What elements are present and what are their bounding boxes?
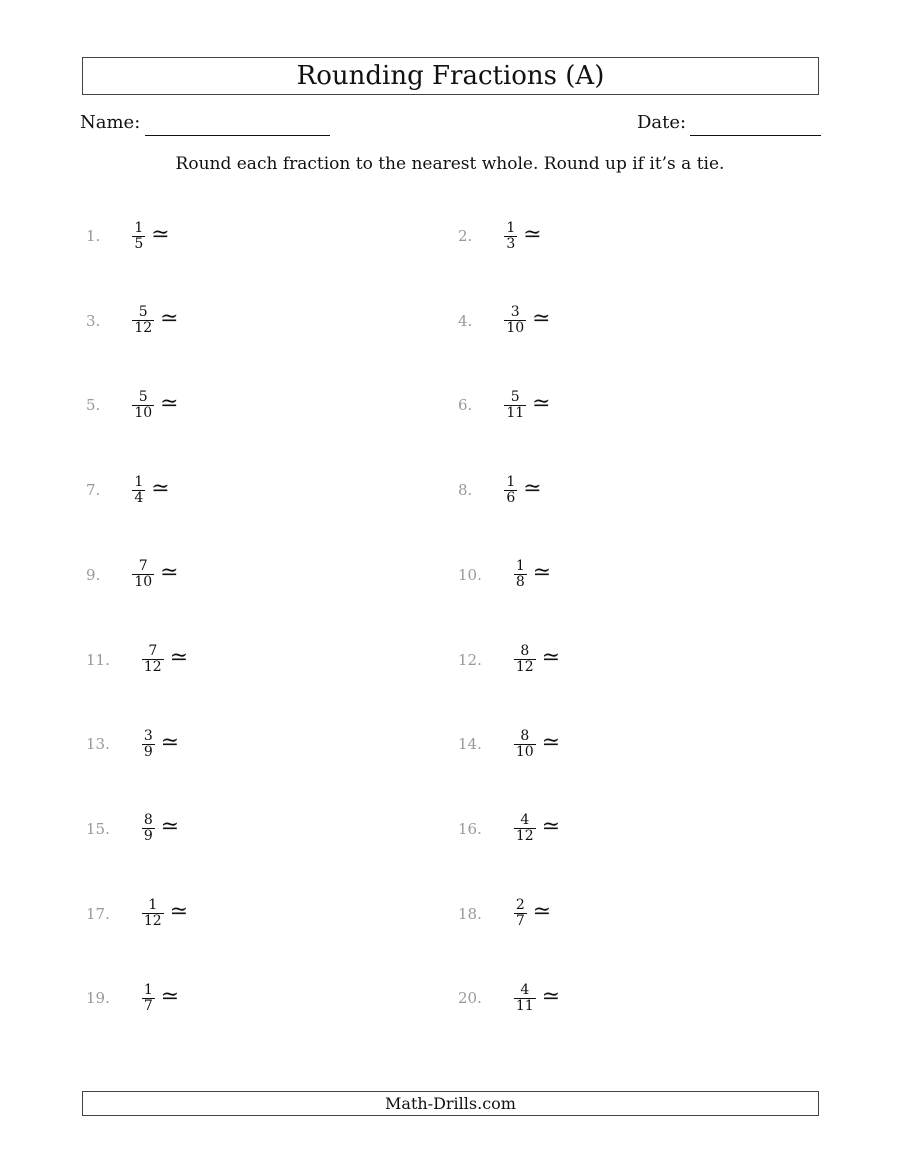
problem-number: 10. [458,565,482,584]
numerator: 7 [148,643,158,659]
numerator: 1 [134,473,144,490]
fraction [132,559,154,590]
fraction [132,221,145,252]
numerator: 3 [510,304,520,321]
name-label: Name: [80,112,141,133]
denominator: 10 [134,404,153,421]
name-blank-line [145,135,330,136]
approx-equal-symbol: ≃ [541,814,561,840]
approx-equal-symbol: ≃ [532,899,552,925]
problem-number: 7. [86,481,101,500]
problem-item [458,301,551,341]
denominator: 4 [134,489,144,506]
problem-item [458,978,560,1018]
problem-item [86,555,179,595]
problem-number: 13. [86,735,110,754]
approx-equal-symbol: ≃ [160,814,180,840]
approx-equal-symbol: ≃ [532,560,552,586]
numerator: 1 [506,473,516,490]
problem-item [458,555,551,595]
problem-number: 18. [458,904,482,923]
problem-item [86,470,170,510]
approx-equal-symbol: ≃ [160,390,179,416]
numerator: 8 [520,643,530,659]
approx-equal-symbol: ≃ [160,729,180,755]
denominator: 10 [506,320,525,337]
problem-number: 2. [458,227,473,245]
approx-equal-symbol: ≃ [160,560,179,586]
problem-item [458,809,560,849]
denominator: 12 [515,828,534,845]
denominator: 6 [506,489,516,506]
problem-item [86,809,179,849]
fraction [514,983,536,1014]
denominator: 9 [143,828,153,845]
problem-number: 16. [458,819,482,838]
denominator: 11 [515,997,534,1014]
problem-item [458,894,551,934]
denominator: 5 [134,235,144,252]
problem-item [86,385,179,425]
footer-site-name: Math-Drills.com [82,1091,819,1116]
approx-equal-symbol: ≃ [541,729,561,755]
problem-item [458,724,560,764]
denominator: 10 [134,574,153,591]
fraction [132,390,154,421]
approx-equal-symbol: ≃ [160,983,180,1009]
denominator: 11 [506,404,525,421]
problem-number: 15. [86,819,110,838]
problem-item [86,216,170,256]
approx-equal-symbol: ≃ [523,475,542,501]
fraction [514,898,527,929]
problem-number: 8. [458,481,473,500]
problem-number: 19. [86,989,110,1008]
denominator: 10 [515,743,534,760]
fraction [514,559,527,590]
fraction [514,729,536,760]
fraction [504,305,526,336]
approx-equal-symbol: ≃ [151,475,170,501]
problem-number: 17. [86,904,110,923]
numerator: 3 [143,727,153,744]
fraction [504,475,517,506]
problem-item [458,470,542,510]
numerator: 1 [143,981,153,998]
problem-number: 9. [86,565,101,584]
problem-item [86,301,179,341]
approx-equal-symbol: ≃ [169,899,189,925]
fraction [142,813,155,844]
fraction [514,813,536,844]
numerator: 4 [520,812,530,829]
numerator: 1 [506,219,516,236]
problem-item [86,724,179,764]
numerator: 1 [515,558,525,575]
fraction [132,475,145,506]
problem-item [86,978,179,1018]
numerator: 8 [520,727,530,744]
numerator: 2 [515,897,525,914]
approx-equal-symbol: ≃ [532,390,551,416]
numerator: 5 [138,388,148,405]
fraction [504,390,526,421]
approx-equal-symbol: ≃ [169,645,189,670]
problem-item [458,640,560,680]
problem-number: 3. [86,311,101,330]
problem-number: 6. [458,396,473,415]
approx-equal-symbol: ≃ [160,306,179,332]
worksheet-title: Rounding Fractions (A) [82,57,819,95]
numerator: 5 [510,388,520,405]
denominator: 12 [134,320,153,337]
problem-item [458,385,551,425]
fraction [142,983,155,1014]
problem-item [86,640,188,680]
fraction [504,221,517,252]
problem-number: 14. [458,735,482,754]
problem-number: 12. [458,650,482,669]
problem-number: 1. [86,227,101,245]
denominator: 12 [143,659,162,675]
problem-number: 20. [458,989,482,1008]
approx-equal-symbol: ≃ [151,221,170,247]
numerator: 5 [138,304,148,321]
problem-number: 11. [86,650,110,669]
date-blank-line [690,135,821,136]
approx-equal-symbol: ≃ [541,645,561,670]
denominator: 8 [515,574,525,591]
fraction [142,644,164,675]
denominator: 12 [143,913,162,930]
approx-equal-symbol: ≃ [541,983,561,1009]
denominator: 3 [506,235,516,252]
numerator: 1 [134,219,144,236]
numerator: 4 [520,981,530,998]
approx-equal-symbol: ≃ [532,306,551,332]
denominator: 12 [515,659,534,675]
fraction [142,729,155,760]
denominator: 9 [143,743,153,760]
problem-number: 4. [458,311,473,330]
denominator: 7 [143,997,153,1014]
problem-item [458,216,542,256]
fraction [132,305,154,336]
problem-number: 5. [86,396,101,415]
numerator: 1 [148,897,158,914]
numerator: 7 [138,558,148,575]
fraction [142,898,164,929]
approx-equal-symbol: ≃ [523,221,542,247]
instructions: Round each fraction to the nearest whole. Round up if it’s a tie. [175,154,725,174]
denominator: 7 [515,913,525,930]
fraction [514,644,536,675]
numerator: 8 [143,812,153,829]
date-label: Date: [637,112,687,133]
problem-item [86,894,188,934]
